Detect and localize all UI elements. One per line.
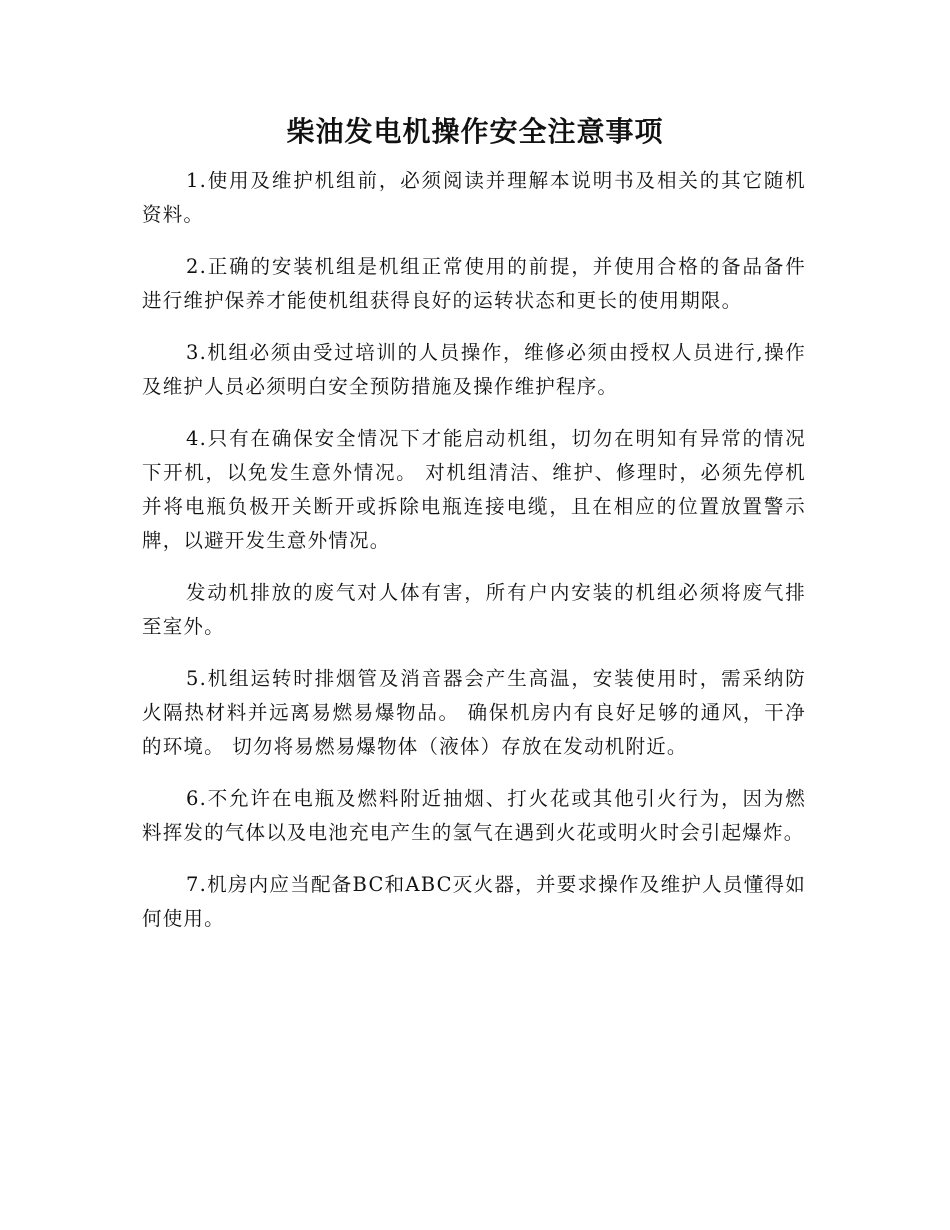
- paragraph-7: 7.机房内应当配备BC和ABC灭火器，并要求操作及维护人员懂得如何使用。: [142, 873, 806, 930]
- paragraph-6: 6.不允许在电瓶及燃料附近抽烟、打火花或其他引火行为，因为燃料挥发的气体以及电池充电产生的氢气在遇到火花或明火时会引起爆炸。: [142, 787, 806, 844]
- paragraph-1: 1.使用及维护机组前，必须阅读并理解本说明书及相关的其它随机资料。: [142, 169, 806, 226]
- paragraph-exhaust: 发动机排放的废气对人体有害，所有户内安装的机组必须将废气排至室外。: [142, 581, 806, 638]
- document-title: 柴油发电机操作安全注意事项: [286, 115, 664, 148]
- paragraph-2: 2.正确的安装机组是机组正常使用的前提，并使用合格的备品备件进行维护保养才能使机组获得良好的运转状态和更长的使用期限。: [142, 255, 806, 312]
- paragraph-3: 3.机组必须由受过培训的人员操作，维修必须由授权人员进行,操作及维护人员必须明白安全预防措施及操作维护程序。: [142, 341, 806, 398]
- paragraph-4: 4.只有在确保安全情况下才能启动机组，切勿在明知有异常的情况下开机，以免发生意外情况。 对机组清洁、维护、修理时，必须先停机并将电瓶负极开关断开或拆除电瓶连接电缆，且在相应的位置放置警示牌，以避开发生意外情况。: [142, 427, 806, 552]
- paragraph-5: 5.机组运转时排烟管及消音器会产生高温，安装使用时，需采纳防火隔热材料并远离易燃易爆物品。 确保机房内有良好足够的通风，干净的环境。 切勿将易燃易爆物体（液体）存放在发动机附近。: [142, 667, 806, 758]
- document-body: [142, 164, 806, 954]
